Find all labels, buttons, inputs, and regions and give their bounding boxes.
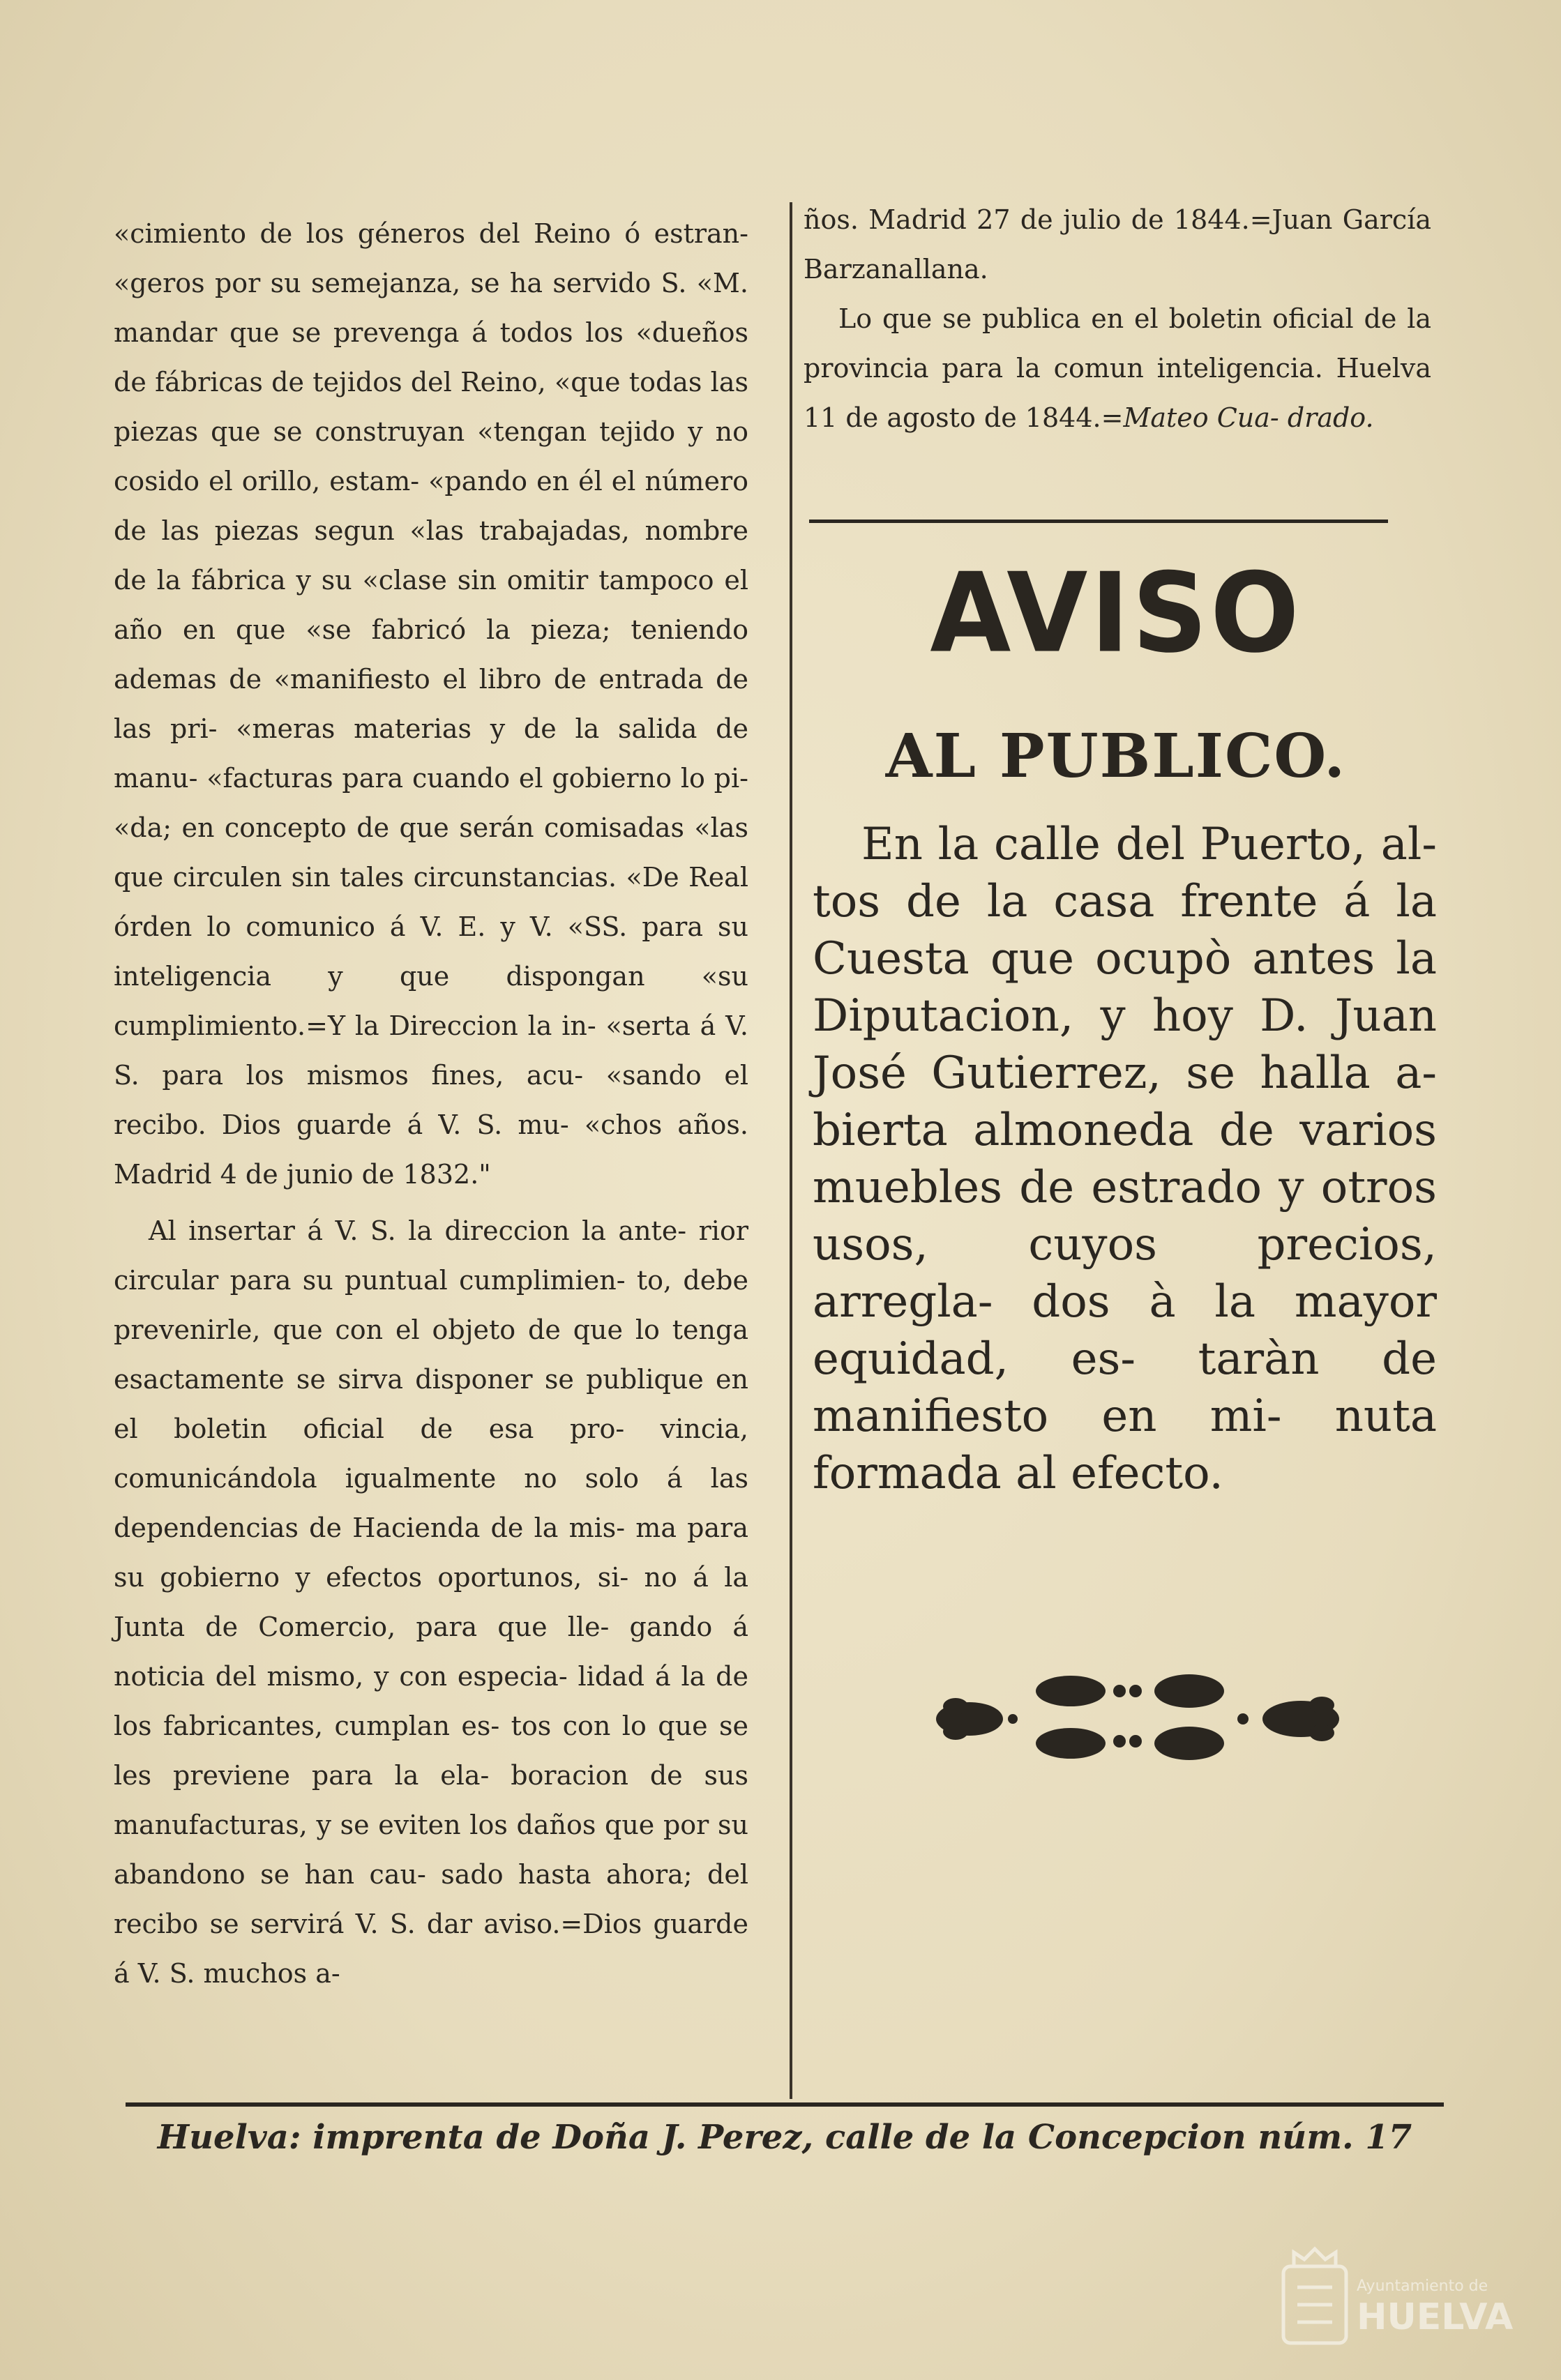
footer-rule bbox=[126, 2102, 1444, 2107]
left-column bbox=[114, 209, 748, 2106]
publication-text: Lo que se publica en el boletin oficial de la provincia para la comun inteligencia. Huelva 11 de agosto de 1844.= bbox=[804, 303, 1431, 433]
logo-caption: Ayuntamiento de bbox=[1357, 2277, 1488, 2295]
right-paragraph-closing: ños. Madrid 27 de julio de 1844.=Juan García Barzanallana. bbox=[804, 204, 1431, 285]
section-rule bbox=[809, 520, 1388, 523]
left-paragraph-insertion: Al insertar á V. S. la direccion la ante- rior circular para su puntual cumplimien- to, debe prevenirle, que con el objeto de que lo tenga esactamente se sirva disponer se publique en el boletin oficial de esa pro- vincia, comunicándola igualmente no solo á las dependencias de Hacienda de la mis- ma para su gobierno y efectos oportunos, si- no á la Junta de Comercio, para que lle- gando á noticia del mismo, y con especia- lidad á la de los fabricantes, cumplan es- tos con lo que se les previene para la ela- boracion de sus manufacturas, y se eviten los daños que por su abandono se han cau- sado hasta ahora; del recibo se servirá V. S. dar aviso.=Dios guarde á V. S. muchos a- bbox=[114, 1215, 748, 1989]
right-column bbox=[804, 195, 1431, 443]
notice-body bbox=[813, 816, 1437, 1502]
huelva-council-logo bbox=[1269, 2238, 1521, 2364]
publication-signature: Mateo Cua- drado. bbox=[1123, 402, 1374, 433]
notice-title: AVISO bbox=[930, 549, 1302, 678]
left-paragraph-circular: «cimiento de los géneros del Reino ó estran- «geros por su semejanza, se ha servido S. «M. mandar que se prevenga á todos los «dueños de fábricas de tejidos del Reino, «que todas las piezas que se construyan «tengan tejido y no cosido el orillo, estam- «pando en él el número de las piezas segun «las trabajadas, nombre de la fábrica y su «clase sin omitir tampoco el año en que «se fabricó la pieza; teniendo ademas de «manifiesto el libro de entrada de las pri- «meras materias y de la salida de manu- «facturas para cuando el gobierno lo pi- «da; en concepto de que serán comisadas «las que circulen sin tales circunstancias. «De Real órden lo comunico á V. E. y V. «SS. para su inteligencia y que dispongan «su cumplimiento.=Y la Direccion la in- «serta á V. S. para los mismos fines, acu- «sando el recibo. Dios guarde á V. S. mu- «chos años. Madrid 4 de junio de 1832." bbox=[114, 218, 748, 1190]
notice-body-text: En la calle del Puerto, al- tos de la casa frente á la Cuesta que ocupò antes la Diputacion, y hoy D. Juan José Gutierrez, se halla a- bierta almoneda de varios muebles de estrado y otros usos, cuyos precios, arregla- dos à la mayor equidad, es- taràn de manifiesto en mi- nuta formada al efecto. bbox=[813, 819, 1437, 1499]
notice-subtitle: AL PUBLICO. bbox=[885, 721, 1347, 791]
column-divider bbox=[790, 202, 792, 2099]
right-paragraph-publication bbox=[804, 294, 1431, 443]
printer-imprint: Huelva: imprenta de Doña J. Perez, calle de la Concepcion núm. 17 bbox=[157, 2118, 1412, 2157]
logo-city: HUELVA bbox=[1357, 2296, 1514, 2338]
ornament-flourish-icon bbox=[928, 1663, 1360, 1768]
